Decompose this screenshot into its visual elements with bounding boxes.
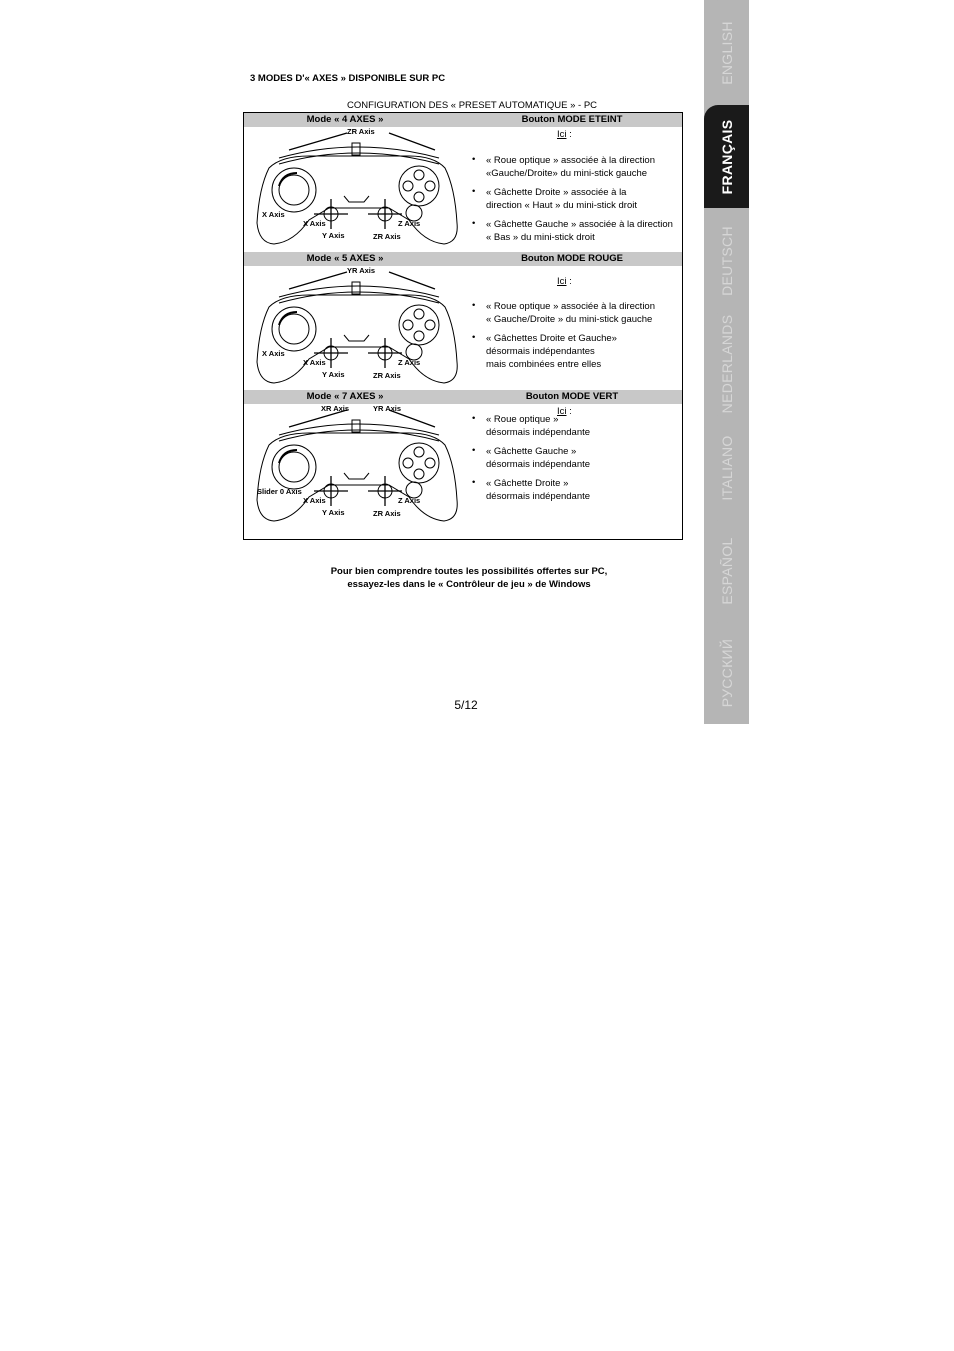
face-button xyxy=(425,320,435,330)
gamepad-diagram xyxy=(249,128,464,248)
ici-label: Ici : xyxy=(557,129,572,140)
axis-label-top: ZR Axis xyxy=(347,128,375,136)
bullet-line: désormais indépendante xyxy=(486,427,591,438)
bullet-text xyxy=(486,477,590,503)
face-button xyxy=(414,469,424,479)
face-button xyxy=(414,170,424,180)
gamepad-illustration xyxy=(249,128,464,248)
bullet-line: « Gâchette Droite » xyxy=(486,478,569,489)
axis-label-left: X Axis xyxy=(262,349,285,358)
bullet-text xyxy=(486,186,637,212)
language-tab-1[interactable] xyxy=(704,105,749,208)
face-button-ring xyxy=(399,305,439,345)
axis-label-z: Z Axis xyxy=(398,219,421,228)
language-tab-4[interactable] xyxy=(704,415,749,520)
ici-label: Ici : xyxy=(557,406,572,417)
axis-label-left: X Axis xyxy=(262,210,285,219)
mode-button-label: Bouton MODE ETEINT xyxy=(521,114,623,125)
trigger-arrow-right xyxy=(389,272,435,289)
gamepad-diagram xyxy=(249,405,464,525)
bullet-dot: • xyxy=(472,477,476,488)
language-tab-label: FRANÇAIS xyxy=(718,119,735,194)
trigger-arrow-right xyxy=(389,133,435,150)
ici-text: Ici xyxy=(557,406,567,417)
mode-label: Mode « 7 AXES » xyxy=(306,391,384,402)
bullet-text xyxy=(486,300,655,326)
bullet-text xyxy=(486,445,590,471)
axis-label-y: Y Axis xyxy=(322,370,345,379)
face-button xyxy=(414,309,424,319)
mode-button-label: Bouton MODE VERT xyxy=(525,391,619,402)
language-tab-0[interactable] xyxy=(704,0,749,105)
bullet-line: « Gâchettes Droite et Gauche» xyxy=(486,333,617,344)
axis-label-zr: ZR Axis xyxy=(373,509,401,518)
face-button xyxy=(403,181,413,191)
axis-label-y: Y Axis xyxy=(322,231,345,240)
axis-label-z: Z Axis xyxy=(398,358,421,367)
bullet-line: «Gauche/Droite» du mini-stick gauche xyxy=(486,168,648,179)
ici-label: Ici : xyxy=(557,276,572,287)
bullet-line: « Gâchette Gauche » xyxy=(486,446,577,457)
ici-text: Ici xyxy=(557,276,567,287)
language-tab-label: NEDERLANDS xyxy=(718,314,735,414)
face-button xyxy=(425,181,435,191)
mode-label: Mode « 5 AXES » xyxy=(306,253,384,264)
bullet-dot: • xyxy=(472,445,476,456)
gamepad-illustration xyxy=(249,267,464,387)
footer-line-2: essayez-les dans le « Contrôleur de jeu » de Windows xyxy=(347,579,591,590)
page-heading: 3 MODES D'« AXES » DISPONIBLE SUR PC xyxy=(250,73,446,84)
bullet-dot: • xyxy=(472,332,476,343)
axis-label-top-right: YR Axis xyxy=(373,405,402,413)
bullet-line: « Roue optique » associée à la direction xyxy=(486,155,656,166)
face-button xyxy=(403,320,413,330)
bullet-dot: • xyxy=(472,218,476,229)
mode-header-band xyxy=(244,252,682,266)
bullet-line: « Gâchette Droite » associée à la xyxy=(486,187,627,198)
axis-label-x: X Axis xyxy=(303,496,326,505)
mode-button-label: Bouton MODE ROUGE xyxy=(521,253,623,264)
bullet-line: désormais indépendante xyxy=(486,459,591,470)
axis-label-top-left: XR Axis xyxy=(321,405,350,413)
mode-header-band xyxy=(244,113,682,127)
bullet-dot: • xyxy=(472,186,476,197)
page-number: 5/12 xyxy=(454,698,478,712)
bullet-line: « Roue optique » xyxy=(486,414,559,425)
gamepad-illustration xyxy=(249,405,464,525)
face-button xyxy=(414,331,424,341)
face-button xyxy=(414,192,424,202)
bullet-text xyxy=(486,154,655,180)
axis-label-y: Y Axis xyxy=(322,508,345,517)
bullet-text xyxy=(486,332,617,371)
bullet-text xyxy=(486,218,673,244)
face-button-ring xyxy=(399,166,439,206)
bullet-line: « Gauche/Droite » du mini-stick gauche xyxy=(486,314,653,325)
language-tab-6[interactable] xyxy=(704,622,749,724)
axis-label-top: YR Axis xyxy=(347,267,376,275)
bullet-text xyxy=(486,413,590,439)
bullet-dot: • xyxy=(472,300,476,311)
footer-note xyxy=(243,565,695,591)
center-notch xyxy=(344,473,369,479)
axes-config-table xyxy=(243,112,683,540)
center-notch xyxy=(344,335,369,341)
bullet-line: direction « Haut » du mini-stick droit xyxy=(486,200,638,211)
language-tab-label: РУССКИЙ xyxy=(718,638,735,708)
bullet-line: mais combinées entre elles xyxy=(486,359,602,370)
axis-label-left: Slider 0 Axis xyxy=(257,487,302,496)
bullet-line: « Roue optique » associée à la direction xyxy=(486,301,656,312)
axis-label-zr: ZR Axis xyxy=(373,232,401,241)
ici-text: Ici xyxy=(557,129,567,140)
footer-line-1: Pour bien comprendre toutes les possibilités offertes sur PC, xyxy=(330,566,608,577)
face-button xyxy=(425,458,435,468)
face-button xyxy=(414,447,424,457)
bullet-line: désormais indépendante xyxy=(486,491,591,502)
face-button-ring xyxy=(399,443,439,483)
bullet-line: désormais indépendantes xyxy=(486,346,595,357)
language-tab-2[interactable] xyxy=(704,208,749,313)
bullet-dot: • xyxy=(472,413,476,424)
language-tab-label: DEUTSCH xyxy=(718,225,735,296)
mode-header-band xyxy=(244,390,682,404)
axis-label-zr: ZR Axis xyxy=(373,371,401,380)
bullet-line: « Bas » du mini-stick droit xyxy=(486,232,595,243)
axis-label-x: X Axis xyxy=(303,358,326,367)
axis-label-x: X Axis xyxy=(303,219,326,228)
language-tab-label: ESPAÑOL xyxy=(718,537,735,605)
table-caption: CONFIGURATION DES « PRESET AUTOMATIQUE » - PC xyxy=(347,100,598,111)
language-tab-5[interactable] xyxy=(704,520,749,622)
language-tab-label: ITALIANO xyxy=(718,434,735,501)
language-tab-label: ENGLISH xyxy=(718,20,735,85)
center-notch xyxy=(344,196,369,202)
face-button xyxy=(403,458,413,468)
axis-label-z: Z Axis xyxy=(398,496,421,505)
bullet-dot: • xyxy=(472,154,476,165)
mode-label: Mode « 4 AXES » xyxy=(306,114,384,125)
gamepad-diagram xyxy=(249,267,464,387)
language-tab-3[interactable] xyxy=(704,313,749,415)
bullet-line: « Gâchette Gauche » associée à la direction xyxy=(486,219,673,230)
